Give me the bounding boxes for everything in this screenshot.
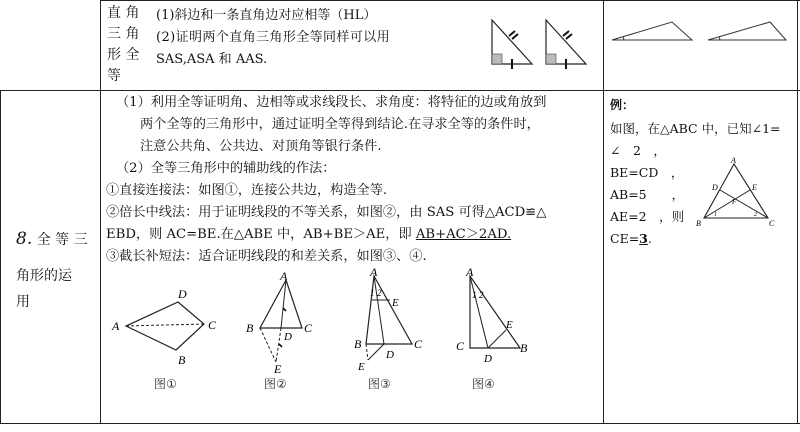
col-divider-2 [603, 0, 604, 424]
fig3-label-a: A [370, 266, 378, 279]
row2-label-line2: 角形的运 [16, 268, 72, 284]
fig3-label-2: 2 [377, 288, 382, 298]
fig1-label-d: D [178, 287, 187, 301]
fig2-label-a: A [280, 270, 288, 283]
ex-fig-label-b: B [696, 219, 701, 228]
row1-label-line: 形 全 [107, 47, 140, 63]
ex-fig-label-2: 2 [754, 212, 757, 218]
row2-label [16, 228, 88, 313]
row2-method2-line1: ②倍长中线法：用于证明线段的不等关系，如图②，由 SAS 可得△ACD≌△ [106, 205, 547, 220]
row2-method2-conclusion: AB+AC＞2AD. [415, 227, 512, 242]
example-figure [694, 156, 776, 232]
fig3-label-1: 1 [370, 288, 375, 298]
row2-para1-line2: 两个全等的三角形中，通过证明全等得到结论.在寻求全等的条件时， [140, 117, 540, 132]
figure-3 [350, 266, 430, 394]
row2-method2-line2 [106, 225, 511, 244]
fig4-label-a: A [466, 266, 474, 279]
fig3-label-c: C [414, 337, 423, 351]
fig1-label-a: A [112, 319, 120, 333]
ex-fig-label-e: E [752, 183, 757, 192]
example-answer-suffix: . [647, 231, 652, 246]
right-triangles-figure [488, 14, 594, 70]
fig3-caption: 图③ [368, 377, 391, 391]
example-answer: 3 [639, 231, 648, 246]
fig4-label-1: 1 [472, 290, 477, 300]
ex-fig-label-d: D [712, 183, 718, 192]
figure-2 [236, 270, 316, 394]
example-line3: BE=CD ， [610, 165, 684, 180]
row2-label-line1: 全 等 三 [36, 232, 88, 248]
ex-fig-label-a: A [731, 156, 736, 165]
row2-label-number: 8. [16, 229, 33, 249]
row2-method2-text: EBD，则 AC=BE.在△ABE 中，AB+BE＞AE，即 [106, 227, 416, 242]
example-line2: ∠ 2 ， [610, 143, 666, 158]
row2-para1-line3: 注意公共角、公共边、对顶角等银行条件. [140, 139, 382, 154]
row1-text-line3: SAS,ASA 和 AAS. [156, 52, 268, 67]
figure-4 [454, 266, 534, 394]
row1-label-line: 三 角 [107, 26, 140, 42]
row1-label [107, 3, 139, 87]
fig2-label-c: C [304, 321, 313, 335]
fig1-label-b: B [178, 353, 186, 367]
row1-text-line2: (2)证明两个直角三角形全等同样可以用 [156, 30, 391, 45]
example-title: 例： [610, 98, 635, 112]
example-line4: AB=5 ， [610, 187, 685, 202]
row1-label-line: 等 [107, 68, 121, 84]
table-border-right [797, 0, 798, 424]
example-line5: AE=2 ，则 [610, 209, 685, 224]
table-border-bottom [0, 423, 800, 424]
ex-fig-label-f: F [732, 198, 737, 206]
fig4-label-e: E [506, 319, 513, 331]
row2-para2: （2）全等三角形中的辅助线的作法： [116, 161, 336, 176]
fig2-label-e: E [274, 362, 282, 376]
fig4-label-b: B [520, 341, 528, 355]
ex-fig-label-1: 1 [714, 212, 717, 218]
row2-label-line3: 用 [16, 294, 30, 310]
figure-1 [108, 282, 226, 392]
fig3-label-d: D [386, 349, 394, 361]
obtuse-triangles-figure [610, 16, 790, 46]
row1-text-line1: (1)斜边和一条直角边对应相等（HL） [156, 8, 377, 23]
fig1-label-c: C [208, 318, 217, 332]
fig3-label-e2: E [358, 361, 365, 373]
row2-method1: ①直接连接法：如图①，连接公共边，构造全等. [106, 183, 388, 198]
fig4-label-c: C [456, 339, 465, 353]
fig3-label-e: E [392, 297, 399, 309]
fig4-label-d: D [484, 353, 492, 365]
fig2-caption: 图② [264, 377, 287, 391]
ex-fig-label-c: C [769, 219, 775, 228]
row2-para1-line1: （1）利用全等证明角、边相等或求线段长、求角度：将特征的边或角放到 [116, 95, 547, 110]
table-border-left [0, 90, 1, 424]
fig4-caption: 图④ [472, 377, 495, 391]
fig3-label-b: B [354, 337, 362, 351]
row2-method3: ③截长补短法：适合证明线段的和差关系，如图③、④. [106, 249, 427, 264]
example-line1: 如图，在△ABC 中，已知∠1= [610, 121, 781, 136]
fig4-label-2: 2 [479, 290, 484, 300]
col-divider-1 [100, 0, 101, 424]
fig1-caption: 图① [154, 377, 177, 391]
fig2-label-d: D [284, 331, 292, 343]
row1-label-line: 直 角 [107, 5, 140, 21]
row-divider [0, 90, 800, 91]
example-answer-prefix: CE= [610, 231, 640, 246]
fig2-label-b: B [246, 321, 254, 335]
table-border-top [100, 0, 800, 1]
